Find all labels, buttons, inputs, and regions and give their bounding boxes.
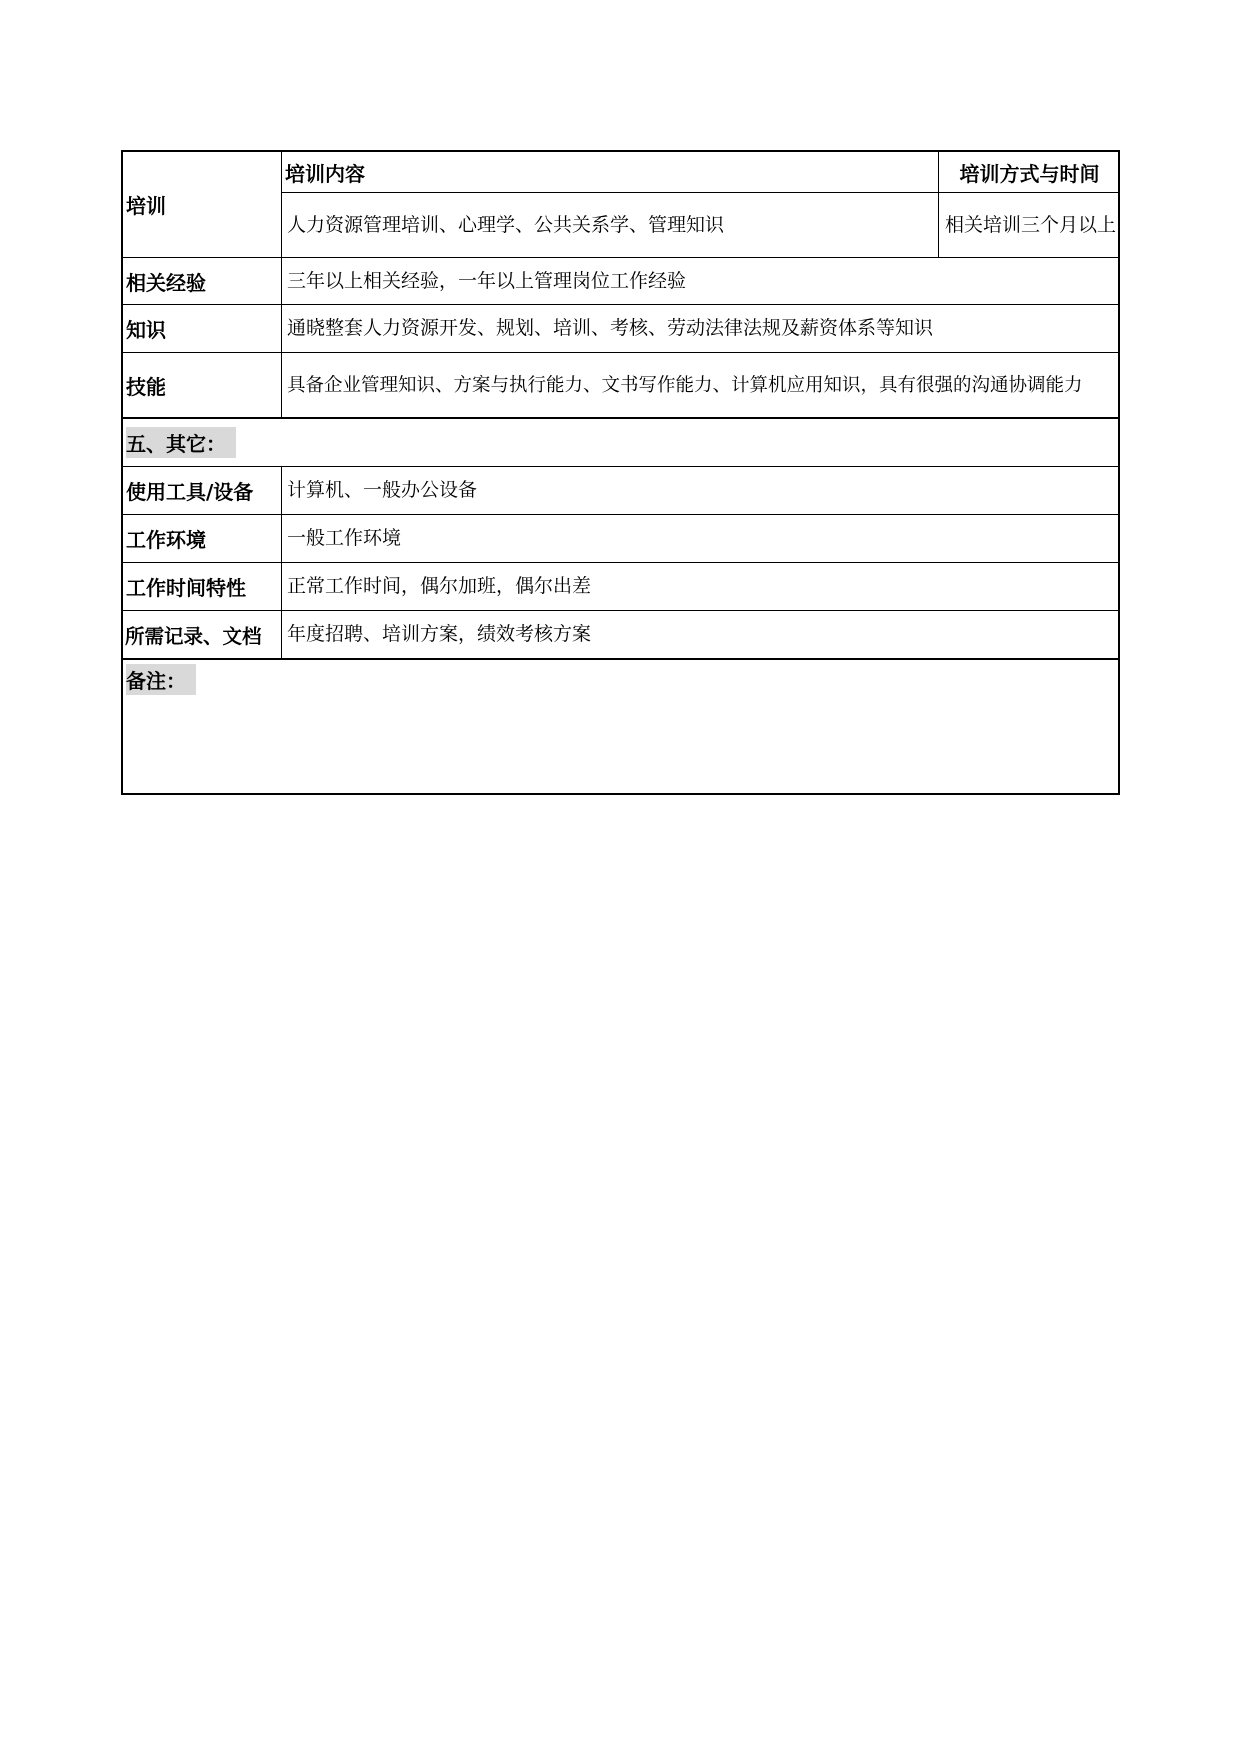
work-time-value: 正常工作时间，偶尔加班，偶尔出差: [287, 575, 592, 597]
tools-label: 使用工具/设备: [126, 480, 254, 504]
remarks-cell: [123, 660, 1120, 793]
records-value: 年度招聘、培训方案，绩效考核方案: [287, 623, 592, 645]
training-method-header: 培训方式与时间: [959, 161, 1100, 186]
skills-value: 具备企业管理知识、方案与执行能力、文书写作能力、计算机应用知识，具有很强的沟通协调能力: [287, 374, 1083, 396]
training-content-header: 培训内容: [285, 161, 365, 186]
section-five-title: 五、其它：: [126, 427, 236, 458]
remarks-label: 备注：: [126, 664, 196, 695]
records-label: 所需记录、文档: [125, 624, 262, 648]
experience-label: 相关经验: [126, 270, 206, 295]
job-description-table: [121, 150, 1120, 795]
tools-value: 计算机、一般办公设备: [287, 479, 478, 501]
knowledge-value: 通晓整套人力资源开发、规划、培训、考核、劳动法律法规及薪资体系等知识: [287, 317, 934, 339]
experience-value: 三年以上相关经验，一年以上管理岗位工作经验: [287, 269, 687, 292]
environment-label: 工作环境: [126, 528, 206, 552]
knowledge-label: 知识: [126, 318, 166, 342]
training-label: 培训: [126, 194, 166, 218]
training-method-value: 相关培训三个月以上: [944, 214, 1116, 236]
work-time-label: 工作时间特性: [126, 576, 246, 600]
training-content-value: 人力资源管理培训、心理学、公共关系学、管理知识: [287, 213, 725, 236]
environment-value: 一般工作环境: [287, 527, 402, 549]
skills-label: 技能: [126, 374, 166, 399]
section-five-title-cell: [123, 419, 1120, 466]
